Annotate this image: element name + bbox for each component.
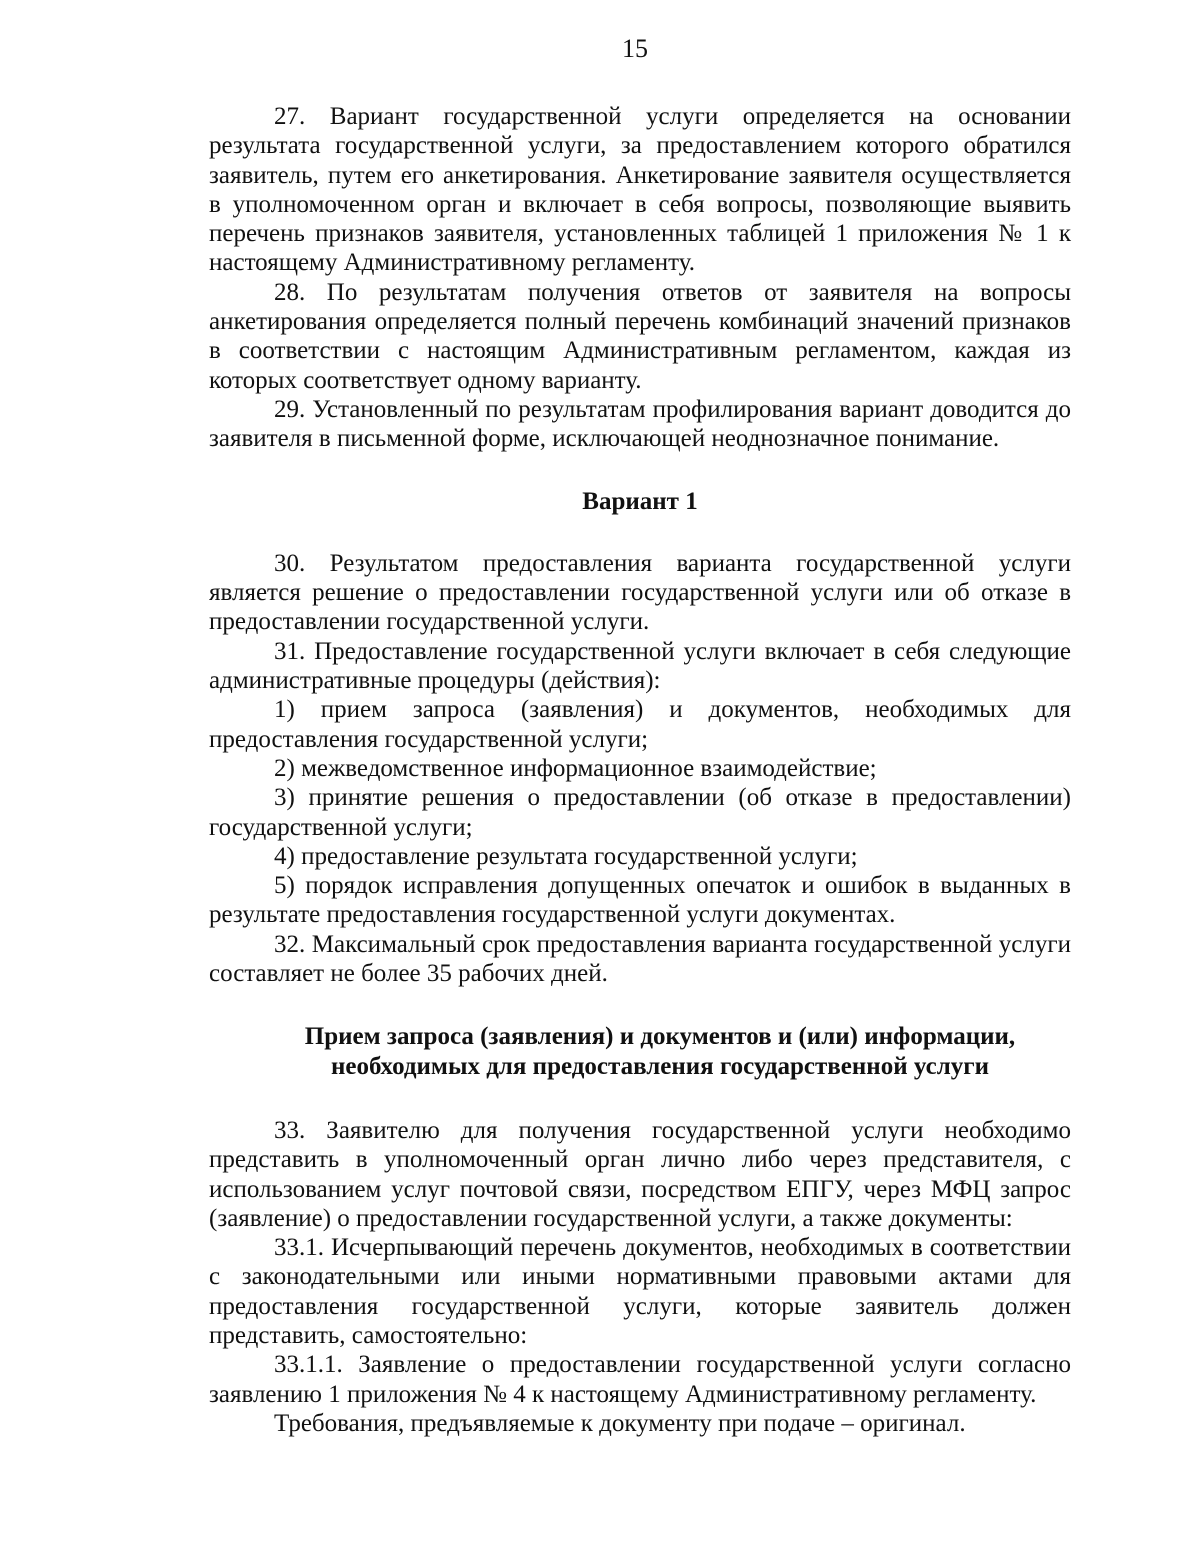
page-number: 15 bbox=[622, 34, 648, 63]
section-heading-request-intake bbox=[209, 1022, 1071, 1081]
paragraph-33: 33. Заявителю для получения государственной услуги необходимо представить в уполномоченный орган лично либо через представителя, с использованием услуг почтовой связи, посредством ЕПГУ, через МФЦ запрос (заявление) о предоставлении государственной услуги, а также документы: bbox=[209, 1116, 1071, 1232]
paragraph-30: 30. Результатом предоставления варианта государственной услуги является решение о предоставлении государственной услуги или об отказе в предоставлении государственной услуги. bbox=[209, 549, 1071, 636]
paragraph-33-1-1: 33.1.1. Заявление о предоставлении государственной услуги согласно заявлению 1 приложения № 4 к настоящему Административному регламенту. bbox=[209, 1351, 1071, 1408]
paragraph-27: 27. Вариант государственной услуги определяется на основании результата государственной услуги, за предоставлением которого обратился заявитель, путем его анкетирования. Анкетирование заявителя осуществляется в уполномоченном орган и включает в себя вопросы, позволяющие выявить перечень признаков заявителя, установленных таблицей 1 приложения № 1 к настоящему Административному регламенту. bbox=[209, 103, 1071, 277]
list-item-1: 1) прием запроса (заявления) и документов, необходимых для предоставления государственной услуги; bbox=[209, 696, 1071, 753]
paragraph-requirements: Требования, предъявляемые к документу при подаче – оригинал. bbox=[274, 1409, 966, 1437]
list-item-2: 2) межведомственное информационное взаимодействие; bbox=[274, 754, 877, 782]
list-item-5: 5) порядок исправления допущенных опечаток и ошибок в выданных в результате предоставления государственной услуги документах. bbox=[209, 872, 1071, 929]
paragraph-33-1: 33.1. Исчерпывающий перечень документов, необходимых в соответствии с законодательными или иными нормативными правовыми актами для предоставления государственной услуги, которые заявитель должен представить, самостоятельно: bbox=[209, 1234, 1071, 1349]
document-body bbox=[209, 102, 1071, 1438]
paragraph-31: 31. Предоставление государственной услуги включает в себя следующие административные процедуры (действия): bbox=[209, 637, 1071, 695]
section-heading-variant-1: Вариант 1 bbox=[582, 487, 698, 515]
paragraph-29: 29. Установленный по результатам профилирования вариант доводится до заявителя в письменной форме, исключающей неоднозначное понимание. bbox=[209, 395, 1071, 453]
section-heading-line-1: Прием запроса (заявления) и документов и (или) информации, bbox=[304, 1023, 1016, 1051]
list-item-4: 4) предоставление результата государственной услуги; bbox=[274, 842, 858, 870]
paragraph-28: 28. По результатам получения ответов от заявителя на вопросы анкетирования определяется полный перечень комбинаций значений признаков в соответствии с настоящим Административным регламентом, каждая из которых соответствует одному варианту. bbox=[209, 278, 1071, 394]
section-heading-line-2: необходимых для предоставления государственной услуги bbox=[331, 1052, 989, 1080]
paragraph-32: 32. Максимальный срок предоставления варианта государственной услуги составляет не более 35 рабочих дней. bbox=[209, 930, 1071, 988]
list-item-3: 3) принятие решения о предоставлении (об отказе в предоставлении) государственной услуги; bbox=[209, 784, 1071, 841]
